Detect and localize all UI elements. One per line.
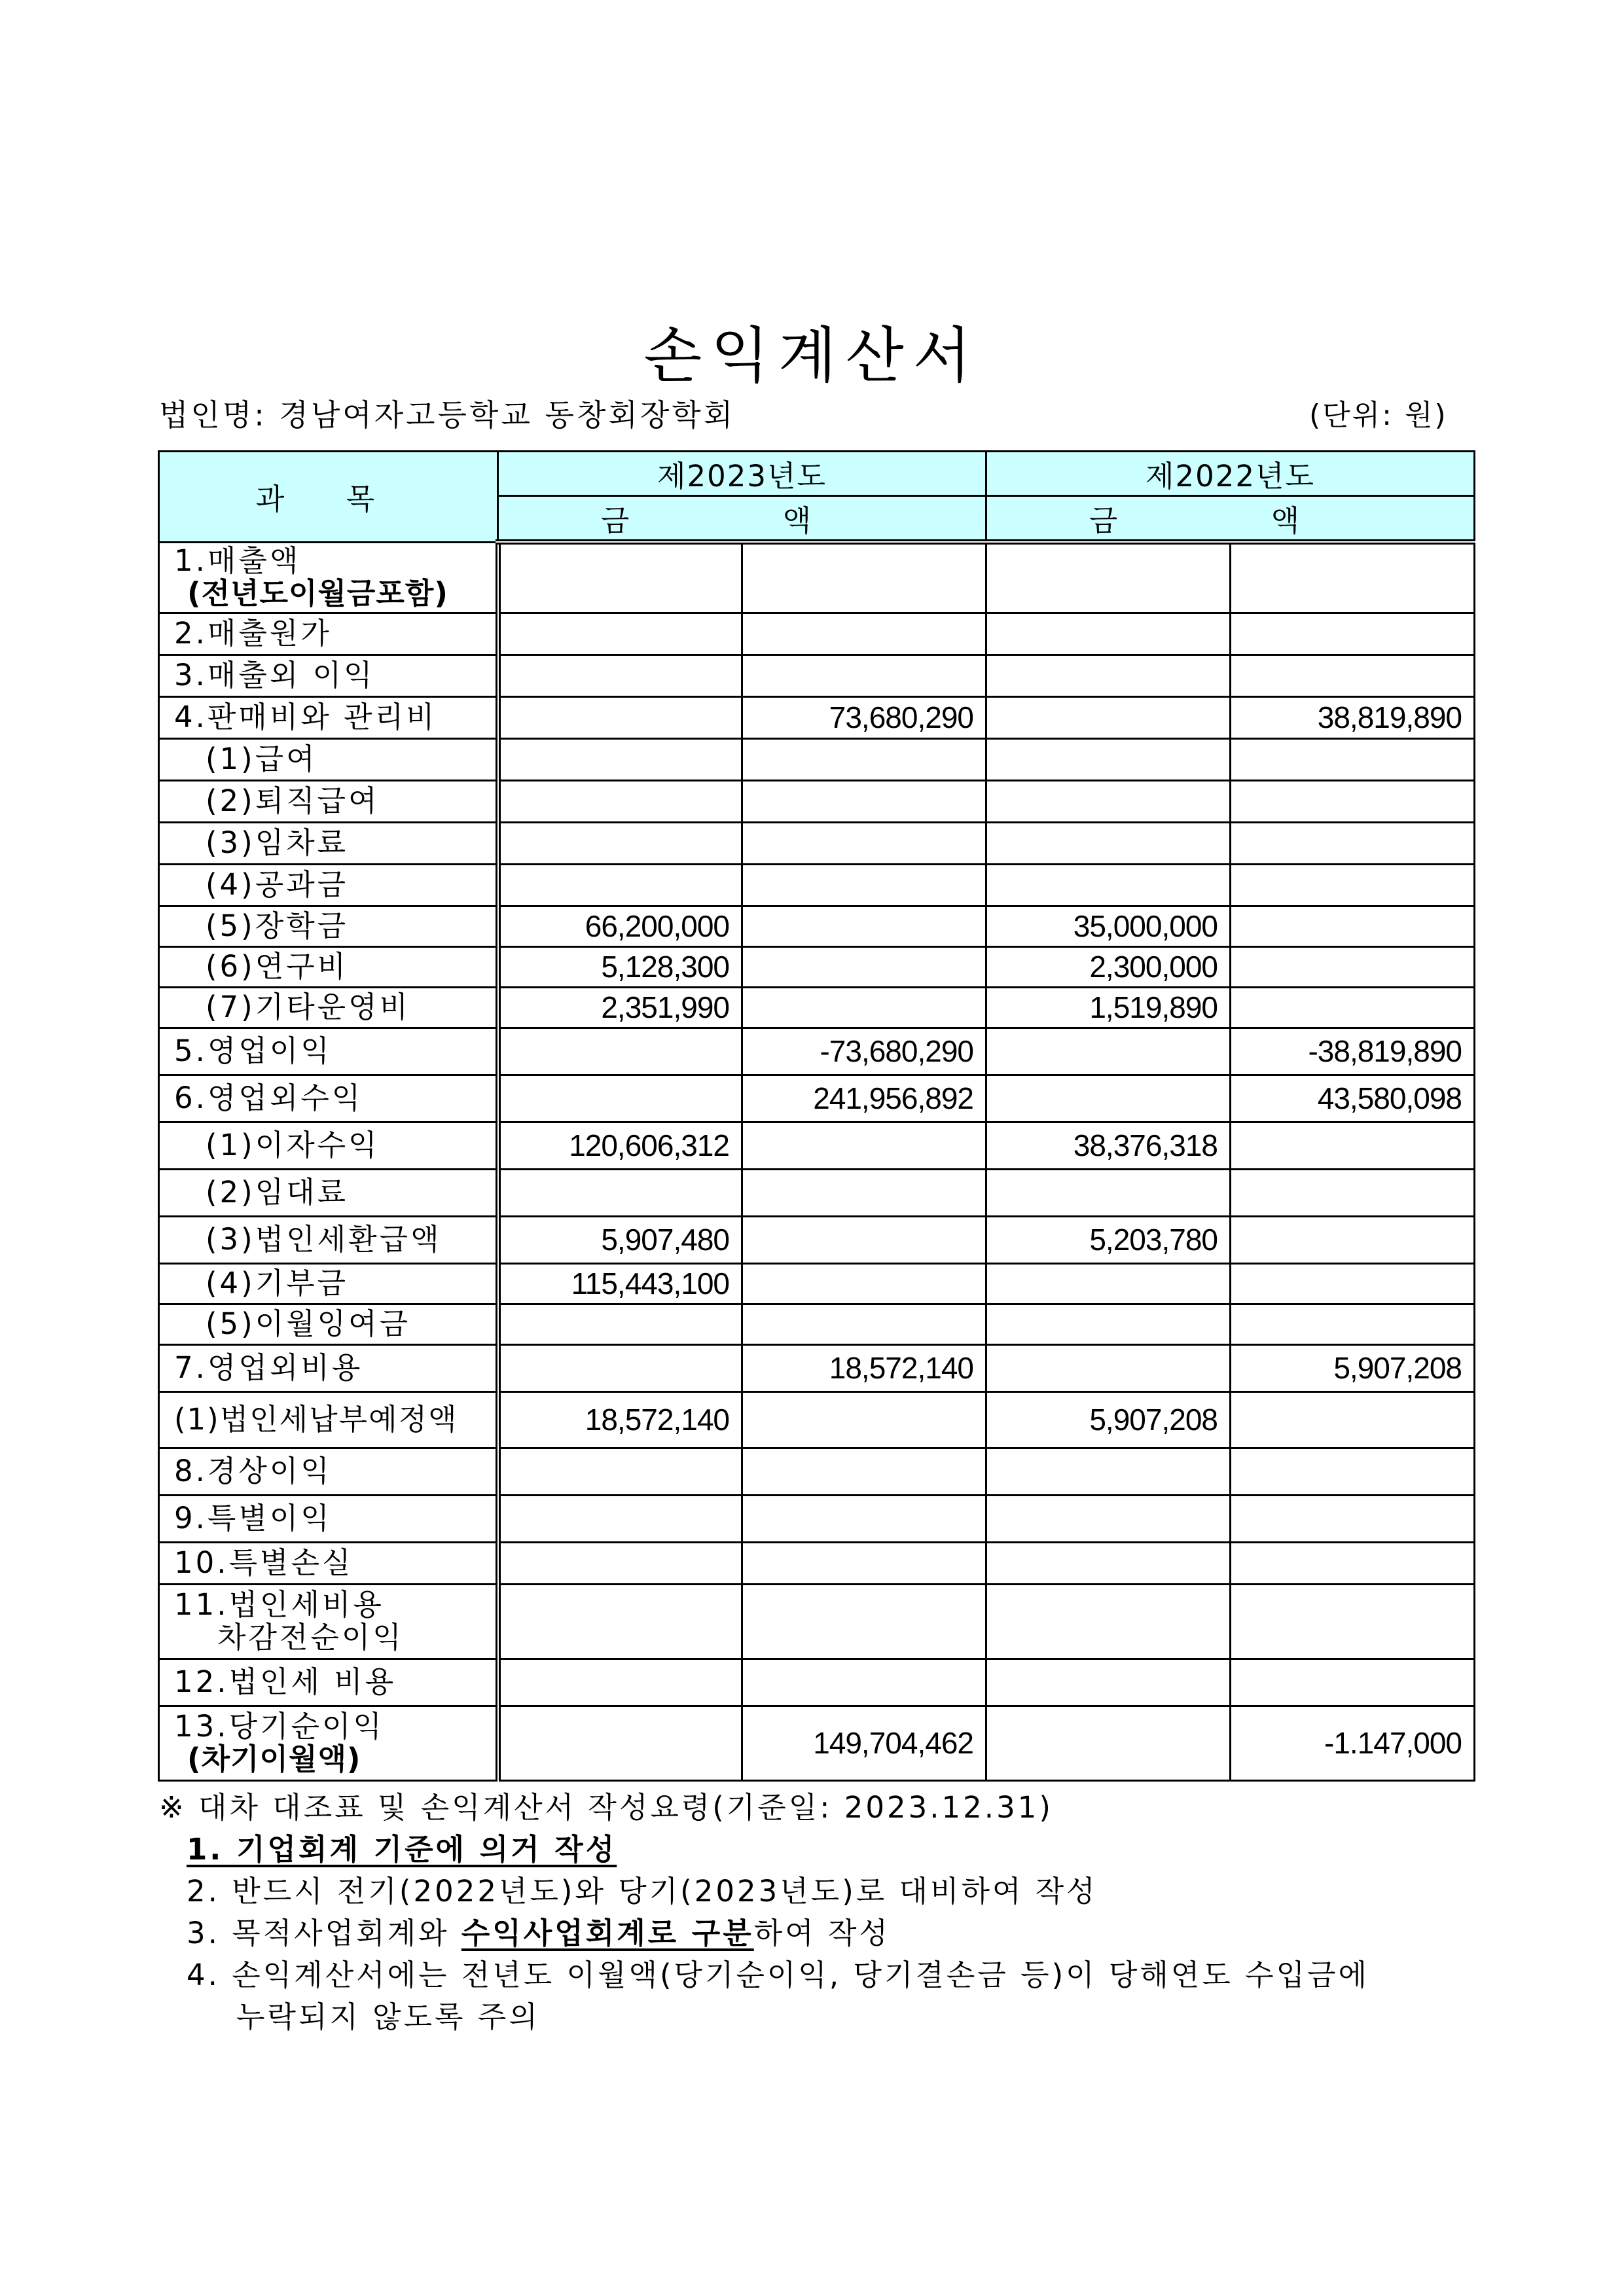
amount-2022-detail [986, 1075, 1231, 1122]
table-row [159, 1344, 1475, 1391]
row-label-line1: (7)기타운영비 [206, 990, 411, 1024]
amount-2022-total [1231, 1216, 1475, 1263]
amount-2022-detail [986, 1542, 1231, 1584]
row-label [159, 613, 498, 655]
amount-2022-total [1231, 946, 1475, 987]
amount-2022-detail [986, 1344, 1231, 1391]
amount-2023-detail [498, 864, 742, 906]
header-amount-2022: 금 액 [986, 496, 1475, 543]
amount-2023-detail: 120,606,312 [498, 1122, 742, 1169]
header-year-2023: 제2023년도 [498, 452, 986, 496]
table-row [159, 780, 1475, 822]
amount-2023-detail [498, 696, 742, 738]
amount-2022-total [1231, 906, 1475, 946]
amount-2022-total [1231, 987, 1475, 1028]
amount-2023-detail [498, 1169, 742, 1216]
row-label [159, 780, 498, 822]
table-row [159, 1659, 1475, 1706]
amount-2023-total [742, 542, 986, 613]
table-row [159, 1448, 1475, 1495]
amount-2022-detail [986, 864, 1231, 906]
amount-2023-detail [498, 1584, 742, 1659]
amount-2022-detail [986, 1263, 1231, 1304]
row-label [159, 1495, 498, 1542]
row-label [159, 1028, 498, 1075]
header-subject: 과 목 [159, 452, 498, 543]
row-label [159, 987, 498, 1028]
amount-2022-total [1231, 1391, 1475, 1448]
amount-2023-total [742, 738, 986, 780]
amount-2023-total [742, 613, 986, 655]
amount-2023-detail [498, 655, 742, 696]
table-row [159, 1263, 1475, 1304]
row-label-line1: 7.영업외비용 [174, 1350, 363, 1385]
row-label-line1: 13.당기순이익 [174, 1709, 384, 1744]
row-label [159, 1304, 498, 1344]
amount-2022-detail [986, 738, 1231, 780]
note-3-emphasis: 수익사업회계로 구분 [461, 1916, 754, 1950]
amount-2022-detail [986, 780, 1231, 822]
row-label-line1: 9.특별이익 [174, 1501, 332, 1535]
amount-2023-detail [498, 1028, 742, 1075]
amount-2023-detail: 5,128,300 [498, 946, 742, 987]
amount-2022-detail [986, 1706, 1231, 1780]
row-label [159, 738, 498, 780]
amount-2022-detail [986, 613, 1231, 655]
row-label-line1: 1.매출액 [174, 543, 301, 578]
amount-2023-total [742, 946, 986, 987]
note-1-text: 1. 기업회계 기준에 의거 작성 [187, 1832, 617, 1867]
amount-2023-detail [498, 1659, 742, 1706]
row-label [159, 1122, 498, 1169]
amount-2022-detail [986, 1448, 1231, 1495]
amount-2022-detail [986, 1028, 1231, 1075]
amount-2023-total: 18,572,140 [742, 1344, 986, 1391]
row-label-line1: 11.법인세비용 [174, 1587, 384, 1622]
table-row [159, 1169, 1475, 1216]
amount-2023-total [742, 1122, 986, 1169]
amount-2022-detail [986, 1584, 1231, 1659]
table-row [159, 1075, 1475, 1122]
unit-label: (단위: 원) [1309, 399, 1448, 432]
amount-2023-total [742, 1448, 986, 1495]
row-label-line1: (4)기부금 [206, 1266, 349, 1300]
row-label-line2: 차감전순이익 [217, 1620, 404, 1655]
row-label [159, 864, 498, 906]
table-row [159, 906, 1475, 946]
row-label-line1: 2.매출원가 [174, 616, 332, 651]
note-4: 4. 손익계산서에는 전년도 이월액(당기순이익, 당기결손금 등)이 당해연도 수입금에 [187, 1958, 1369, 1992]
table-row [159, 696, 1475, 738]
table-row [159, 1028, 1475, 1075]
table-row [159, 1584, 1475, 1659]
amount-2022-total [1231, 1169, 1475, 1216]
amount-2022-detail [986, 1169, 1231, 1216]
amount-2022-total [1231, 613, 1475, 655]
amount-2023-total [742, 1495, 986, 1542]
row-label-line1: 4.판매비와 관리비 [174, 700, 437, 734]
table-row [159, 1495, 1475, 1542]
note-4-continued: 누락되지 않도록 주의 [236, 2000, 540, 2034]
amount-2023-total: 149,704,462 [742, 1706, 986, 1780]
table-row [159, 1216, 1475, 1263]
row-label [159, 822, 498, 864]
row-label [159, 1542, 498, 1584]
amount-2023-total [742, 1584, 986, 1659]
amount-2022-detail [986, 822, 1231, 864]
amount-2023-detail [498, 1706, 742, 1780]
amount-2023-detail [498, 1448, 742, 1495]
amount-2023-detail: 18,572,140 [498, 1391, 742, 1448]
row-label-line1: 6.영업외수익 [174, 1081, 363, 1115]
note-1 [159, 1829, 1369, 1871]
amount-2022-total [1231, 1304, 1475, 1344]
amount-2023-total [742, 987, 986, 1028]
row-label-line2: (전년도이월금포함) [187, 576, 448, 611]
amount-2023-detail: 2,351,990 [498, 987, 742, 1028]
amount-2022-total: 43,580,098 [1231, 1075, 1475, 1122]
amount-2022-detail [986, 655, 1231, 696]
amount-2023-detail [498, 613, 742, 655]
notes-section [159, 1787, 1369, 2038]
amount-2022-total: -1.147,000 [1231, 1706, 1475, 1780]
row-label-line1: 12.법인세 비용 [174, 1664, 397, 1699]
amount-2023-detail [498, 1344, 742, 1391]
amount-2023-detail [498, 1495, 742, 1542]
amount-2023-detail: 66,200,000 [498, 906, 742, 946]
table-row [159, 655, 1475, 696]
note-3-part-c: 하여 작성 [753, 1916, 890, 1950]
amount-2022-detail: 5,907,208 [986, 1391, 1231, 1448]
row-label-line1: (1)법인세납부예정액 [174, 1402, 458, 1437]
header-amount-2023: 금 액 [498, 496, 986, 543]
row-label [159, 1706, 498, 1780]
row-label-line1: (5)장학금 [206, 908, 349, 943]
amount-2022-detail: 1,519,890 [986, 987, 1231, 1028]
income-statement-table [158, 450, 1475, 1782]
row-label [159, 1216, 498, 1263]
note-2: 2. 반드시 전기(2022년도)와 당기(2023년도)로 대비하여 작성 [187, 1874, 1098, 1909]
row-label [159, 1075, 498, 1122]
amount-2023-total [742, 822, 986, 864]
amount-2022-detail: 35,000,000 [986, 906, 1231, 946]
row-label-line1: (3)임차료 [206, 825, 349, 860]
amount-2022-total [1231, 1263, 1475, 1304]
amount-2023-total [742, 780, 986, 822]
table-row [159, 946, 1475, 987]
amount-2022-detail [986, 1659, 1231, 1706]
amount-2022-total [1231, 822, 1475, 864]
row-label-line1: 10.특별손실 [174, 1545, 353, 1580]
amount-2022-detail [986, 542, 1231, 613]
amount-2022-total: 5,907,208 [1231, 1344, 1475, 1391]
amount-2022-total [1231, 1122, 1475, 1169]
row-label [159, 1263, 498, 1304]
row-label [159, 655, 498, 696]
amount-2023-total: 73,680,290 [742, 696, 986, 738]
amount-2022-total [1231, 1584, 1475, 1659]
row-label-line1: (1)이자수익 [206, 1128, 380, 1162]
amount-2022-detail: 38,376,318 [986, 1122, 1231, 1169]
amount-2023-total [742, 1169, 986, 1216]
amount-2023-total: 241,956,892 [742, 1075, 986, 1122]
amount-2023-detail: 115,443,100 [498, 1263, 742, 1304]
amount-2023-detail [498, 738, 742, 780]
amount-2022-total: -38,819,890 [1231, 1028, 1475, 1075]
amount-2023-total [742, 1263, 986, 1304]
table-row [159, 542, 1475, 613]
amount-2022-detail: 5,203,780 [986, 1216, 1231, 1263]
note-3 [159, 1912, 1369, 1954]
amount-2022-total [1231, 1659, 1475, 1706]
amount-2022-total [1231, 655, 1475, 696]
note-3-part-a: 3. 목적사업회계와 [187, 1916, 461, 1950]
row-label-line2: (차기이월액) [187, 1742, 361, 1776]
amount-2022-total [1231, 1542, 1475, 1584]
row-label [159, 1659, 498, 1706]
row-label-line1: (4)공과금 [206, 867, 349, 902]
amount-2023-total [742, 1216, 986, 1263]
amount-2023-detail: 5,907,480 [498, 1216, 742, 1263]
amount-2023-total [742, 1659, 986, 1706]
amount-2023-total [742, 906, 986, 946]
table-row [159, 1122, 1475, 1169]
notes-heading: ※ 대차 대조표 및 손익계산서 작성요령(기준일: 2023.12.31) [159, 1790, 1053, 1825]
amount-2022-detail [986, 1495, 1231, 1542]
row-label [159, 542, 498, 613]
page-title: 손익계산서 [643, 321, 981, 391]
amount-2022-total [1231, 780, 1475, 822]
amount-2022-detail: 2,300,000 [986, 946, 1231, 987]
amount-2022-detail [986, 1304, 1231, 1344]
row-label-line1: 3.매출외 이익 [174, 658, 375, 692]
row-label-line1: (6)연구비 [206, 949, 349, 984]
table-row [159, 1706, 1475, 1780]
row-label [159, 1391, 498, 1448]
row-label-line1: (5)이월잉여금 [206, 1306, 411, 1341]
table-row [159, 864, 1475, 906]
row-label-line1: (2)임대료 [206, 1175, 349, 1210]
row-label [159, 1448, 498, 1495]
amount-2023-total: -73,680,290 [742, 1028, 986, 1075]
table-row [159, 1542, 1475, 1584]
table-row [159, 1391, 1475, 1448]
row-label-line1: 5.영업이익 [174, 1033, 332, 1068]
amount-2023-detail [498, 780, 742, 822]
amount-2023-total [742, 864, 986, 906]
row-label [159, 1169, 498, 1216]
table-row [159, 822, 1475, 864]
row-label [159, 696, 498, 738]
amount-2022-total [1231, 1495, 1475, 1542]
amount-2023-detail [498, 542, 742, 613]
amount-2022-total [1231, 738, 1475, 780]
amount-2022-detail [986, 696, 1231, 738]
row-label-line1: (1)급여 [206, 742, 317, 776]
amount-2022-total: 38,819,890 [1231, 696, 1475, 738]
table-row [159, 738, 1475, 780]
amount-2022-total [1231, 864, 1475, 906]
table-row [159, 987, 1475, 1028]
amount-2023-total [742, 1391, 986, 1448]
row-label [159, 906, 498, 946]
amount-2023-total [742, 1304, 986, 1344]
corporation-name: 법인명: 경남여자고등학교 동창회장학회 [159, 397, 736, 433]
row-label [159, 1344, 498, 1391]
amount-2023-detail [498, 1542, 742, 1584]
table-row [159, 1304, 1475, 1344]
amount-2023-detail [498, 1075, 742, 1122]
header-year-2022: 제2022년도 [986, 452, 1475, 496]
amount-2023-detail [498, 822, 742, 864]
amount-2023-total [742, 1542, 986, 1584]
row-label-line1: (3)법인세환급액 [206, 1222, 442, 1257]
row-label-line1: 8.경상이익 [174, 1454, 332, 1488]
row-label-line1: (2)퇴직급여 [206, 783, 380, 818]
table-row [159, 613, 1475, 655]
amount-2023-total [742, 655, 986, 696]
row-label [159, 1584, 498, 1659]
row-label [159, 946, 498, 987]
amount-2022-total [1231, 542, 1475, 613]
amount-2022-total [1231, 1448, 1475, 1495]
amount-2023-detail [498, 1304, 742, 1344]
